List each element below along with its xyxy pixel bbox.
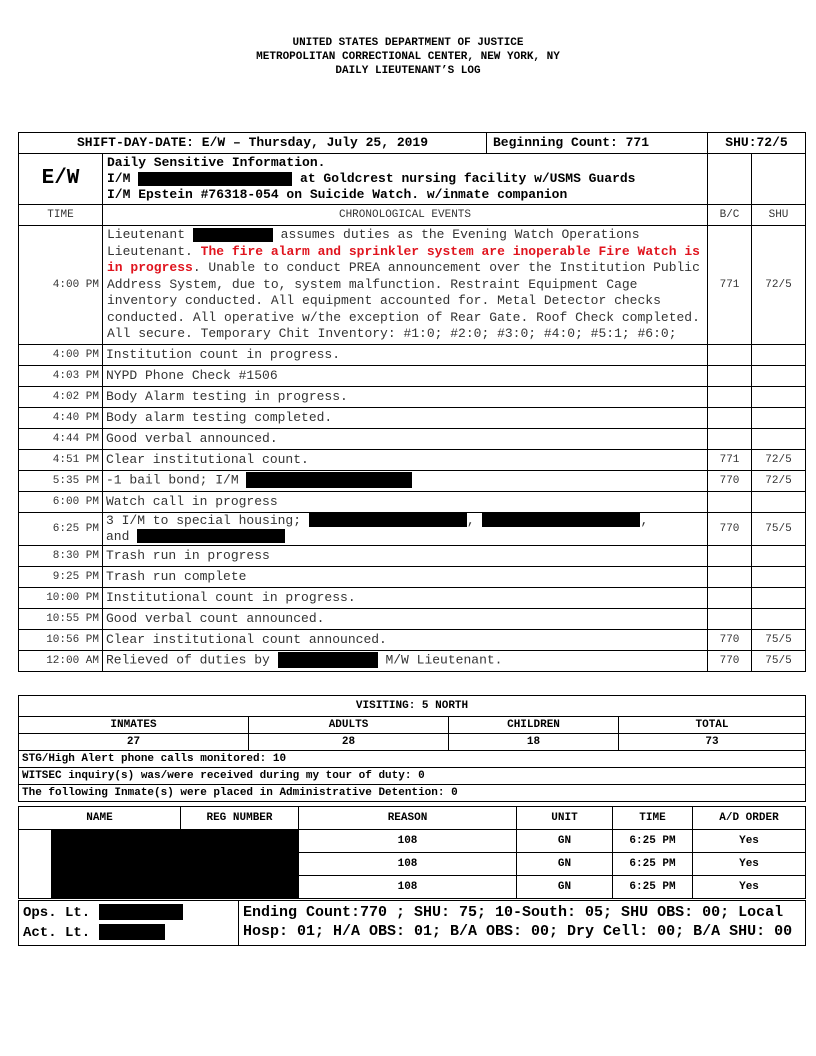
sensitive-epstein-line: I/M Epstein #76318-054 on Suicide Watch. w/inmate companion xyxy=(107,187,568,202)
signatures xyxy=(19,901,239,946)
visit-header-total: TOTAL xyxy=(619,717,806,734)
ad-header-reg: REG NUMBER xyxy=(181,807,299,830)
header-log-title: DAILY LIEUTENANT’S LOG xyxy=(335,65,481,77)
header-agency: UNITED STATES DEPARTMENT OF JUSTICE xyxy=(292,37,524,49)
shift-row xyxy=(19,133,806,154)
visit-children: 18 xyxy=(449,734,619,751)
log-entry: 6:00 PM Watch call in progress xyxy=(19,491,806,512)
col-shu: SHU xyxy=(752,205,806,226)
sensitive-title: Daily Sensitive Information. xyxy=(107,155,326,170)
log-entry: 4:00 PM Institution count in progress. xyxy=(19,344,806,365)
redaction-block xyxy=(51,830,298,898)
log-entry: 12:00 AM Relieved of duties by M/W Lieutenant. 770 75/5 xyxy=(19,650,806,671)
log-entry: 4:40 PM Body alarm testing completed. xyxy=(19,407,806,428)
redaction-block xyxy=(99,904,183,920)
first-entry-text: Lieutenant assumes duties as the Evening Watch Operations Lieutenant. The fire alarm and sprinkler system are inoperable Fire Watch is in progress. Unable to conduct PREA announcement over the Institution Public Address System, due to, system malfunction. Restraint Equipment Cage inventory conducted. All equipment accounted for. Metal Detector checks conducted. All operative w/the exception of Rear Gate. Roof Check completed. All secure. Temporary Chit Inventory: #1:0; #2:0; #3:0; #4:0; #5:1; #6:0; xyxy=(103,226,708,345)
shift-shu: SHU:72/5 xyxy=(708,133,806,154)
sensitive-info: Daily Sensitive Information. I/M at Goldcrest nursing facility w/USMS Guards I/M Epstein #76318-054 on Suicide Watch. w/inmate companion xyxy=(103,154,708,205)
stg-calls: STG/High Alert phone calls monitored: 10 xyxy=(19,751,806,768)
col-time: TIME xyxy=(19,205,103,226)
ad-header-reason: REASON xyxy=(299,807,517,830)
visit-header-children: CHILDREN xyxy=(449,717,619,734)
footer-table xyxy=(18,900,806,946)
ad-header-time: TIME xyxy=(613,807,693,830)
col-bc: B/C xyxy=(708,205,752,226)
act-lt-label: Act. Lt. xyxy=(23,925,91,941)
visit-inmates: 27 xyxy=(19,734,249,751)
visit-header-adults: ADULTS xyxy=(249,717,449,734)
redaction-block xyxy=(246,472,412,488)
ad-header-order: A/D ORDER xyxy=(693,807,806,830)
redacted-names xyxy=(19,830,299,899)
log-entry: 6:25 PM 3 I/M to special housing; , , and 770 75/5 xyxy=(19,512,806,545)
visit-header-inmates: INMATES xyxy=(19,717,249,734)
redaction-block xyxy=(138,172,292,186)
ops-lt-label: Ops. Lt. xyxy=(23,905,91,921)
sensitive-info-row xyxy=(19,154,806,205)
log-entry: 4:51 PM Clear institutional count. 771 72/5 xyxy=(19,449,806,470)
visit-total: 73 xyxy=(619,734,806,751)
ad-header-unit: UNIT xyxy=(517,807,613,830)
table-row: 108 GN 6:25 PM Yes xyxy=(19,853,806,876)
redaction-block xyxy=(309,513,467,527)
column-header-row xyxy=(19,205,806,226)
chronological-log-table xyxy=(18,132,806,672)
admin-detention: The following Inmate(s) were placed in Administrative Detention: 0 xyxy=(19,785,806,802)
shift-date: SHIFT-DAY-DATE: E/W – Thursday, July 25, 2019 xyxy=(19,133,487,153)
table-row: 108 GN 6:25 PM Yes xyxy=(19,876,806,899)
redaction-block xyxy=(278,652,378,668)
header-facility: METROPOLITAN CORRECTIONAL CENTER, NEW YORK, NY xyxy=(256,51,560,63)
document-header xyxy=(0,36,816,78)
log-entry: 4:44 PM Good verbal announced. xyxy=(19,428,806,449)
witsec-inquiry: WITSEC inquiry(s) was/were received during my tour of duty: 0 xyxy=(19,768,806,785)
log-entry: 4:02 PM Body Alarm testing in progress. xyxy=(19,386,806,407)
visiting-table xyxy=(18,695,806,802)
log-entry: 9:25 PM Trash run complete xyxy=(19,566,806,587)
log-entry: 8:30 PM Trash run in progress xyxy=(19,545,806,566)
beginning-count: Beginning Count: 771 xyxy=(493,135,650,150)
log-entry: 10:56 PM Clear institutional count announced. 770 75/5 xyxy=(19,629,806,650)
visit-adults: 28 xyxy=(249,734,449,751)
watch-label: E/W xyxy=(19,154,103,205)
log-entry: 5:35 PM -1 bail bond; I/M 770 72/5 xyxy=(19,470,806,491)
redaction-block xyxy=(482,513,640,527)
redaction-block xyxy=(193,228,273,242)
col-events: CHRONOLOGICAL EVENTS xyxy=(103,205,708,226)
admin-detention-table xyxy=(18,806,806,899)
log-entry: 4:03 PM NYPD Phone Check #1506 xyxy=(19,365,806,386)
redaction-block xyxy=(137,529,285,543)
ending-count-summary: Ending Count:770 ; SHU: 75; 10-South: 05; SHU OBS: 00; Local Hosp: 01; H/A OBS: 01; B/A OBS: 00; Dry Cell: 00; B/A SHU: 00 xyxy=(239,901,806,946)
visiting-title: VISITING: 5 NORTH xyxy=(19,696,806,717)
log-entry: 10:55 PM Good verbal count announced. xyxy=(19,608,806,629)
log-entry: 4:00 PM Lieutenant assumes duties as the Evening Watch Operations Lieutenant. The fire alarm and sprinkler system are inoperable Fire Watch is in progress. Unable to conduct PREA announcement over the Institution Public Address System, due to, system malfunction. Restraint Equipment Cage inventory conducted. All equipment accounted for. Metal Detector checks conducted. All operative w/the exception of Rear Gate. Roof Check completed. All secure. Temporary Chit Inventory: #1:0; #2:0; #3:0; #4:0; #5:1; #6:0; 771 72/5 xyxy=(19,226,806,345)
table-row: 108 GN 6:25 PM Yes xyxy=(19,830,806,853)
log-entry: 10:00 PM Institutional count in progress. xyxy=(19,587,806,608)
redaction-block xyxy=(99,924,165,940)
ad-header-name: NAME xyxy=(19,807,181,830)
